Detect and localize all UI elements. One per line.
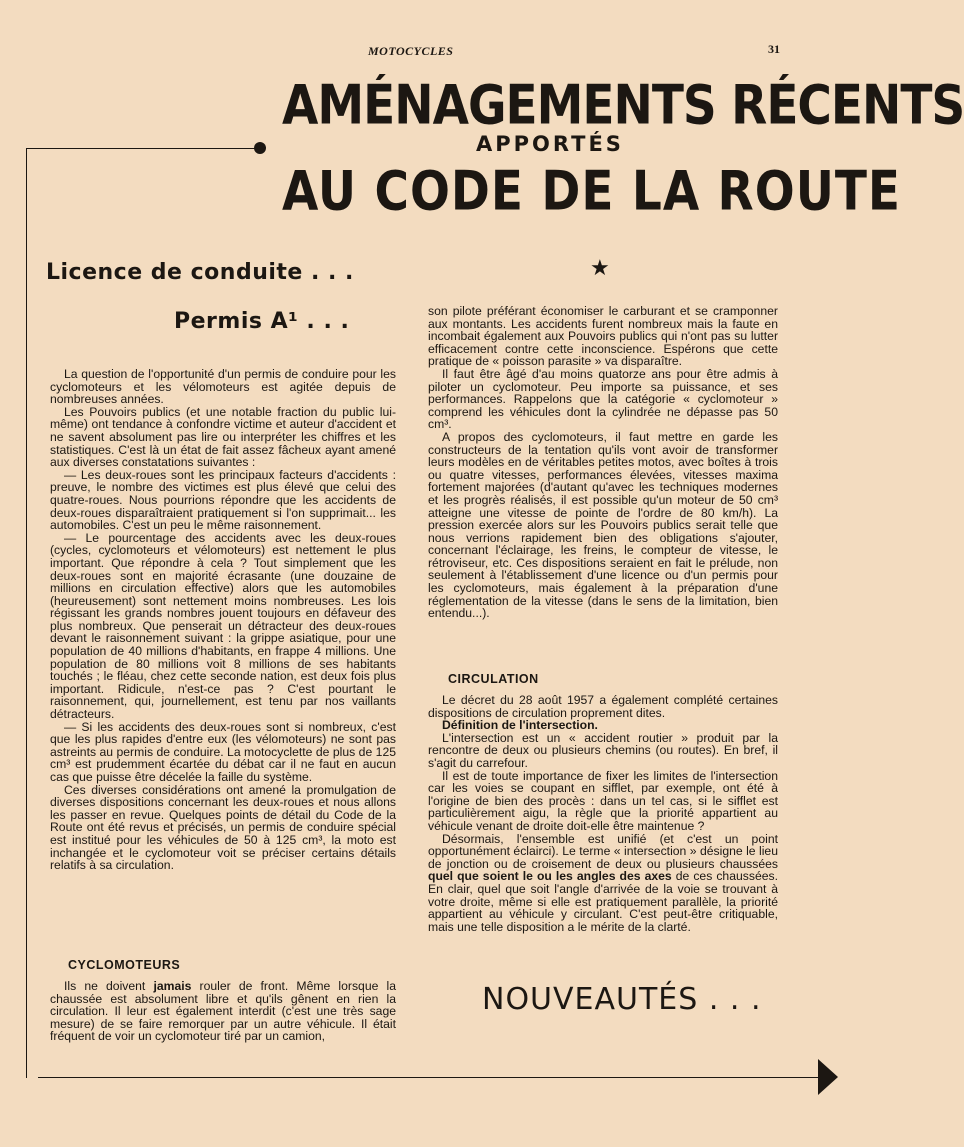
title-line-1: AMÉNAGEMENTS RÉCENTS	[282, 74, 964, 138]
definition-heading: Définition de l'intersection.	[442, 718, 598, 733]
subheading-circulation: CIRCULATION	[448, 672, 539, 686]
frame-rule-left	[26, 148, 27, 1078]
right-column-text	[428, 305, 778, 620]
text-run: Désormais, l'ensemble est unifié (et c'est un point opportunément éclairci). Le terme « intersection » désigne le lieu de jonction ou de croisement de deux ou plusieurs chaussées	[428, 831, 778, 871]
frame-rule-bottom	[38, 1077, 820, 1078]
paragraph	[428, 719, 778, 732]
section-heading-nouveautes: NOUVEAUTÉS . . .	[482, 982, 762, 1017]
paragraph: Il faut être âgé d'au moins quatorze ans pour être admis à piloter un cyclomoteur. Peu importe sa puissance, et ses performances. Rappelons que la catégorie « cyclomoteur » comprend les véhicules dont la cylindrée ne dépasse pas 50 cm³.	[428, 366, 778, 432]
frame-dot	[254, 142, 266, 154]
page-number: 31	[768, 42, 780, 56]
paragraph: Il est de toute importance de fixer les limites de l'intersection car les voies se coupant en sifflet, par exemple, ont été à l'origine de bien des procès : dans un tel cas, si le sifflet est particulièrement aigu, la règle que la priorité appartient au véhicule venant de droite doit-elle être maintenue ?	[428, 768, 778, 833]
title-line-2: APPORTÉS	[476, 132, 624, 156]
left-column-cyclo-text	[50, 980, 396, 1043]
frame-rule-top	[26, 148, 258, 149]
paragraph: A propos des cyclomoteurs, il faut mettre en garde les constructeurs de la tentation qu'ils vont avoir de transformer leurs modèles en de véritables petites motos, avec boîtes à trois ou quatre vitesses, performances élevées, vitesses maxima fortement majorées (d'autant qu'avec les techniques modernes et les progrès réalisés, il est possible qu'un moteur de 50 cm³ atteigne une vitesse de pointe de l'ordre de 80 km/h). La pression exercée alors sur les Pouvoirs publics serait telle que nous verrions rapidement bien des obligations s'ajouter, concernant l'éclairage, les freins, le compteur de vitesse, le rétroviseur, etc. Ces dispositions seraient en fait le prélude, non seulement à l'établissement d'une licence ou d'un permis pour les cyclomoteurs, mais également à la préparation d'une réglementation de la vitesse (dans le sens de la limitation, bien entendu...).	[428, 429, 778, 621]
running-head: MOTOCYCLES	[368, 44, 454, 58]
text-run: Ils ne doivent	[64, 979, 154, 993]
paragraph	[50, 980, 396, 1043]
paragraph: — Le pourcentage des accidents avec les deux-roues (cycles, cyclomoteurs et vélomoteurs) est nettement le plus important. Que répondre à cela ? Tout simplement que les deux-roues sont en majorité écrasante (une douzaine de millions en circulation effective) alors que les automobiles (heureusement) sont nettement moins nombreuses. Les lois régissant les grands nombres jouent toujours en défaveur des plus nombreux. Que penserait un détracteur des deux-roues devant le raisonnement suivant : la grippe asiatique, pour une population de 40 millions d'habitants, en frappe 4 millions. Une population de 80 millions voit 8 millions de ses habitants touchés ; le fléau, chez cette seconde nation, est deux fois plus important. Ridicule, n'est-ce pas ? C'est pourtant le raisonnement, qui, journellement, est tenu par nos vaillants détracteurs.	[50, 530, 396, 722]
paragraph: Ces diverses considérations ont amené la promulgation de diverses dispositions concernant les deux-roues et nous allons les passer en revue. Quelques points de détail du Code de la Route ont été revus et précisés, un permis de conduire spécial est institué pour les véhicules de 50 à 125 cm³, la moto est inchangée et le cyclomoteur voit se préciser certains détails relatifs à sa circulation.	[50, 782, 396, 873]
arrow-right-icon	[818, 1059, 838, 1095]
left-column-text	[50, 368, 396, 872]
paragraph	[428, 833, 778, 934]
paragraph: L'intersection est un « accident routier » produit par la rencontre de deux ou plusieurs chemins (ou routes). En bref, il s'agit du carrefour.	[428, 730, 778, 770]
title-line-3: AU CODE DE LA ROUTE	[282, 160, 902, 224]
section-heading-permis: Permis A¹ . . .	[174, 309, 350, 334]
text-run: rouler de front. Même lorsque la chaussée est absolument libre et qu'ils gênent en rien la circulation. Il leur est également interdit (c'est une très sage mesure) de se faire remorquer par un autre véhicule. Il était fréquent de voir un cyclomoteur tiré par un camion,	[50, 979, 397, 1044]
text-run: de ces chaussées. En clair, quel que soit l'angle d'arrivée de la voie se trouvant à votre droite, même si elle est pratiquement parallèle, la priorité appartient au véhicule y circulant. C'est peut-être critiquable, mais une telle disposition a le mérite de la clarté.	[428, 869, 778, 934]
text-bold: jamais	[153, 979, 192, 993]
paragraph: — Les deux-roues sont les principaux facteurs d'accidents : preuve, le nombre des victimes est plus élevé que celui des quatre-roues. Nous pourrions répondre que les accidents de deux-roues disparaîtraient pratiquement si l'on supprimait... les automobiles. C'est un peu le même raisonnement.	[50, 467, 396, 533]
paragraph: La question de l'opportunité d'un permis de conduire pour les cyclomoteurs et les vélomoteurs est agitée depuis de nombreuses années.	[50, 367, 396, 407]
paragraph: — Si les accidents des deux-roues sont si nombreux, c'est que les plus rapides d'entre eux (les vélomoteurs) ne sont pas astreints au permis de conduire. La motocyclette de plus de 125 cm³ est prudemment écartée du débat car il ne faut en aucun cas que puisse être décelée la faille du système.	[50, 719, 396, 784]
section-heading-licence: Licence de conduite . . .	[46, 260, 354, 285]
paragraph: Les Pouvoirs publics (et une notable fraction du public lui-même) ont tendance à confondre victime et auteur d'accident et ne savent absolument pas lire ou interpréter les chiffres et les statistiques. C'est là un état de fait assez fâcheux ayant amené aux diverses constatations suivantes :	[50, 404, 396, 470]
subheading-cyclomoteurs: CYCLOMOTEURS	[68, 958, 181, 972]
star-ornament-icon: ★	[590, 256, 610, 281]
right-column-circulation-text	[428, 694, 778, 933]
text-bold: quel que soient le ou les angles des axes	[428, 869, 672, 884]
paragraph: Le décret du 28 août 1957 a également complété certaines dispositions de circulation proprement dites.	[428, 693, 778, 720]
paragraph: son pilote préférant économiser le carburant et se cramponner aux montants. Les accidents furent nombreux mais la faute en incombait également aux Pouvoirs publics qui n'ont pas su lutter efficacement contre cette inconscience. Espérons que cette pratique de « poisson parasite » va disparaître.	[428, 304, 778, 369]
